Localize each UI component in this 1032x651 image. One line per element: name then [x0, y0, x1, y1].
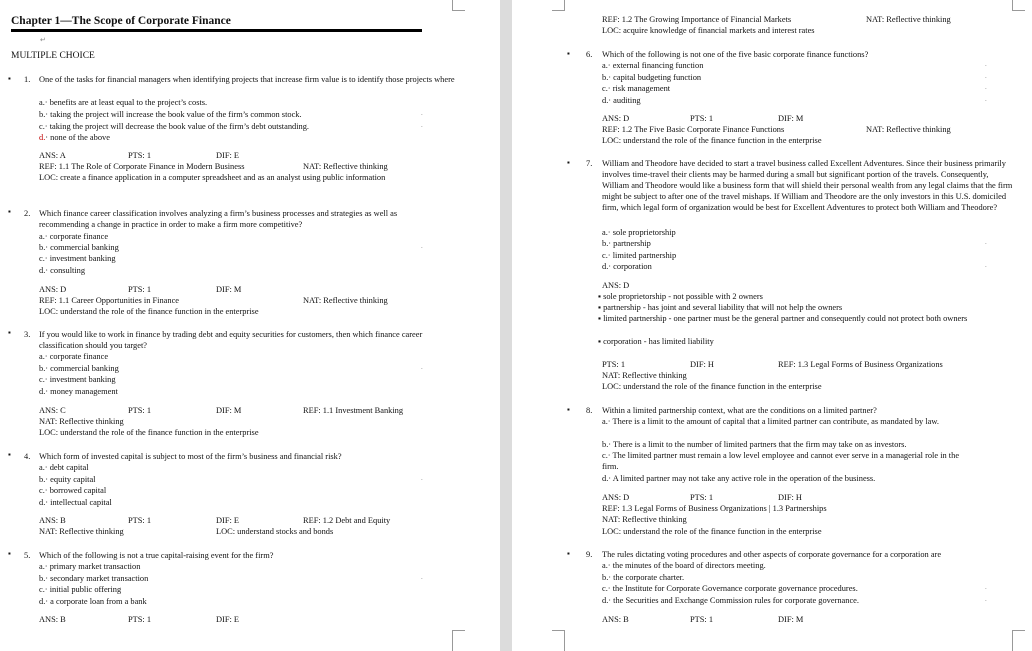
crop-mark	[552, 0, 565, 11]
answer-key: ANS: B	[602, 615, 629, 624]
learning-objective: LOC: acquire knowledge of financial markets and interest rates	[602, 26, 815, 35]
points: PTS: 1	[128, 151, 152, 160]
list-bullet: ▪	[8, 450, 11, 459]
answer-option: c.· risk management	[602, 84, 671, 93]
list-bullet: ▪	[8, 74, 11, 83]
margin-mark: .	[421, 121, 423, 129]
list-bullet: ▪	[567, 405, 570, 414]
question-number: 6.	[586, 50, 593, 59]
answer-option: c.· borrowed capital	[39, 486, 107, 495]
question-number: 5.	[24, 551, 31, 560]
margin-mark: .	[985, 583, 987, 591]
nat-tag: NAT: Reflective thinking	[866, 15, 951, 24]
answer-option: c.· limited partnership	[602, 251, 677, 260]
difficulty: DIF: M	[216, 285, 242, 294]
question-stem: William and Theodore have decided to start a travel business called Excellent Adventures. Since their business primarily involves time-travel their clients may be harmed during a small but significant portion of the travels. Consequently, William and Theodore would like a business form that will shield their personal wealth from any legal claims that the firm might be subject to after one of the travel mishaps. If William and Theodore are the only investors in this U.S. domiciled firm, which legal form of organization would be best for Excellent Adventures to protect both William and Theodore?	[602, 159, 1013, 212]
learning-objective: LOC: understand the role of the finance function in the enterprise	[39, 307, 259, 316]
reference: REF: 1.2 Debt and Equity	[303, 516, 391, 525]
answer-option: a.· corporate finance	[39, 232, 109, 241]
answer-option: d.· corporation	[602, 262, 652, 271]
crop-mark	[1012, 0, 1025, 11]
list-bullet: ▪	[8, 549, 11, 558]
difficulty: DIF: M	[216, 406, 242, 415]
answer-key: ANS: D	[39, 285, 67, 294]
explanation-text: limited partnership - one partner must be the general partner and consequently could not protect both owners	[603, 314, 968, 323]
answer-option: b.· secondary market transaction	[39, 574, 149, 583]
answer-option: b.· There is a limit to the number of limited partners that the firm may take on as investors.	[602, 440, 907, 449]
answer-option: d.· A limited partner may not take any active role in the operation of the business.	[602, 474, 876, 483]
nat-tag: NAT: Reflective thinking	[866, 125, 951, 134]
answer-key: ANS: D	[602, 114, 630, 123]
answer-key: ANS: D	[602, 281, 630, 290]
points: PTS: 1	[128, 285, 152, 294]
difficulty: DIF: E	[216, 516, 240, 525]
option-letter: d.	[39, 133, 46, 142]
answer-option: d.· consulting	[39, 266, 86, 275]
answer-option: b.· commercial banking	[39, 364, 119, 373]
question-stem: Which of the following is not a true capital-raising event for the firm?	[39, 551, 274, 560]
difficulty: DIF: H	[690, 360, 714, 369]
margin-mark: .	[421, 363, 423, 371]
list-bullet: ▪	[8, 328, 11, 337]
reference: REF: 1.1 Career Opportunities in Finance	[39, 296, 180, 305]
answer-option: b.· equity capital	[39, 475, 96, 484]
answer-option: a.· There is a limit to the amount of capital that a limited partner can contribute, as mandated by law.	[602, 417, 939, 426]
nat-tag: NAT: Reflective thinking	[602, 371, 687, 380]
answer-option: d.· intellectual capital	[39, 498, 112, 507]
document-page-left	[0, 0, 500, 651]
margin-mark: .	[985, 72, 987, 80]
answer-option: c.· the Institute for Corporate Governance corporate governance procedures.	[602, 584, 858, 593]
chapter-title: Chapter 1—The Scope of Corporate Finance	[11, 15, 231, 27]
reference: REF: 1.1 Investment Banking	[303, 406, 404, 415]
explanation-item: ▪ sole proprietorship - not possible with 2 owners	[598, 292, 763, 301]
answer-option: d.· a corporate loan from a bank	[39, 597, 147, 606]
question-number: 7.	[586, 159, 593, 168]
question-stem: Which finance career classification involves analyzing a firm’s business processes and strategies as well as recommending a change in practice in order to make a firm more competitive?	[39, 209, 398, 229]
list-bullet: ▪	[567, 158, 570, 167]
question-number: 8.	[586, 406, 593, 415]
question-stem: If you would like to work in finance by trading debt and equity securities for customers, then which finance career classification should you target?	[39, 330, 423, 350]
answer-option: a.· sole proprietorship	[602, 228, 676, 237]
nat-tag: NAT: Reflective thinking	[39, 527, 124, 536]
reference: REF: 1.3 Legal Forms of Business Organizations | 1.3 Partnerships	[602, 504, 827, 513]
points: PTS: 1	[128, 615, 152, 624]
crop-mark	[452, 0, 465, 11]
answer-option	[39, 132, 110, 143]
points: PTS: 1	[128, 516, 152, 525]
answer-option: a.· corporate finance	[39, 352, 109, 361]
reference: REF: 1.2 The Five Basic Corporate Finance Functions	[602, 125, 785, 134]
difficulty: DIF: E	[216, 615, 240, 624]
question-stem: One of the tasks for financial managers when identifying projects that increase firm value is to identify those projects where	[39, 75, 455, 84]
question-stem: Which of the following is not one of the five basic corporate finance functions?	[602, 50, 869, 59]
answer-key: ANS: A	[39, 151, 66, 160]
reference: REF: 1.3 Legal Forms of Business Organizations	[778, 360, 943, 369]
question-stem: Within a limited partnership context, what are the conditions on a limited partner?	[602, 406, 877, 415]
points: PTS: 1	[602, 360, 626, 369]
explanation-text: corporation - has limited liability	[603, 337, 714, 346]
margin-mark: .	[421, 573, 423, 581]
section-heading: MULTIPLE CHOICE	[11, 51, 95, 61]
crop-mark	[1012, 630, 1025, 651]
difficulty: DIF: E	[216, 151, 240, 160]
question-number: 2.	[24, 209, 31, 218]
question-stem: The rules dictating voting procedures and other aspects of corporate governance for a corporation are	[602, 550, 942, 559]
option-text: · none of the above	[45, 133, 110, 142]
margin-mark: .	[985, 83, 987, 91]
answer-option: b.· partnership	[602, 239, 651, 248]
answer-option: d.· the Securities and Exchange Commission rules for corporate governance.	[602, 596, 859, 605]
nat-tag: NAT: Reflective thinking	[303, 162, 388, 171]
difficulty: DIF: M	[778, 615, 804, 624]
answer-option: a.· debt capital	[39, 463, 89, 472]
answer-key: ANS: B	[39, 615, 66, 624]
difficulty: DIF: M	[778, 114, 804, 123]
list-bullet: ▪	[8, 207, 11, 216]
margin-mark: .	[985, 595, 987, 603]
answer-option: c.· The limited partner must remain a low level employee and cannot ever serve in a managerial role in the firm.	[602, 451, 960, 471]
answer-option: a.· primary market transaction	[39, 562, 141, 571]
answer-option: c.· investment banking	[39, 254, 116, 263]
nat-tag: NAT: Reflective thinking	[602, 515, 687, 524]
document-page-right	[512, 0, 1032, 651]
learning-objective: LOC: understand the role of the finance function in the enterprise	[602, 527, 822, 536]
answer-option: c.· initial public offering	[39, 585, 122, 594]
answer-option: a.· benefits are at least equal to the project’s costs.	[39, 98, 208, 107]
points: PTS: 1	[690, 615, 714, 624]
answer-option: b.· the corporate charter.	[602, 573, 685, 582]
title-rule	[11, 29, 422, 32]
learning-objective: LOC: create a finance application in a computer spreadsheet and as an analyst using public information	[39, 173, 386, 182]
margin-mark: .	[421, 109, 423, 117]
points: PTS: 1	[690, 493, 714, 502]
learning-objective: LOC: understand the role of the finance function in the enterprise	[602, 382, 822, 391]
learning-objective: LOC: understand the role of the finance function in the enterprise	[39, 428, 259, 437]
answer-option: a.· the minutes of the board of directors meeting.	[602, 561, 766, 570]
answer-option: b.· taking the project will increase the book value of the firm’s common stock.	[39, 110, 302, 119]
reference: REF: 1.1 The Role of Corporate Finance in Modern Business	[39, 162, 245, 171]
crop-mark	[452, 630, 465, 651]
nat-tag: NAT: Reflective thinking	[303, 296, 388, 305]
crop-mark	[552, 630, 565, 651]
answer-option: a.· external financing function	[602, 61, 704, 70]
paragraph-mark: ↵	[40, 36, 46, 44]
answer-option: b.· capital budgeting function	[602, 73, 702, 82]
margin-mark: .	[985, 261, 987, 269]
points: PTS: 1	[128, 406, 152, 415]
question-number: 3.	[24, 330, 31, 339]
answer-key: ANS: D	[602, 493, 630, 502]
answer-option: d.· money management	[39, 387, 118, 396]
question-number: 1.	[24, 75, 31, 84]
margin-mark: .	[985, 60, 987, 68]
nat-tag: NAT: Reflective thinking	[39, 417, 124, 426]
points: PTS: 1	[690, 114, 714, 123]
answer-option: d.· auditing	[602, 96, 641, 105]
answer-option: c.· investment banking	[39, 375, 116, 384]
explanation-item: ▪ corporation - has limited liability	[598, 337, 714, 346]
margin-mark: .	[421, 242, 423, 250]
difficulty: DIF: H	[778, 493, 802, 502]
explanation-item: ▪ limited partnership - one partner must be the general partner and consequently could not protect both owners	[598, 314, 968, 323]
learning-objective: LOC: understand the role of the finance function in the enterprise	[602, 136, 822, 145]
margin-mark: .	[985, 238, 987, 246]
answer-option: b.· commercial banking	[39, 243, 119, 252]
answer-option: c.· taking the project will decrease the book value of the firm’s debt outstanding.	[39, 122, 310, 131]
list-bullet: ▪	[567, 549, 570, 558]
question-number: 9.	[586, 550, 593, 559]
learning-objective: LOC: understand stocks and bonds	[216, 527, 334, 536]
answer-key: ANS: C	[39, 406, 66, 415]
explanation-text: sole proprietorship - not possible with 2 owners	[603, 292, 763, 301]
answer-key: ANS: B	[39, 516, 66, 525]
question-number: 4.	[24, 452, 31, 461]
reference: REF: 1.2 The Growing Importance of Financial Markets	[602, 15, 792, 24]
explanation-item: ▪ partnership - has joint and several liability that will not help the owners	[598, 303, 843, 312]
margin-mark: .	[985, 95, 987, 103]
question-stem: Which form of invested capital is subject to most of the firm’s business and financial risk?	[39, 452, 342, 461]
margin-mark: .	[421, 474, 423, 482]
explanation-text: partnership - has joint and several liability that will not help the owners	[603, 303, 843, 312]
list-bullet: ▪	[567, 49, 570, 58]
